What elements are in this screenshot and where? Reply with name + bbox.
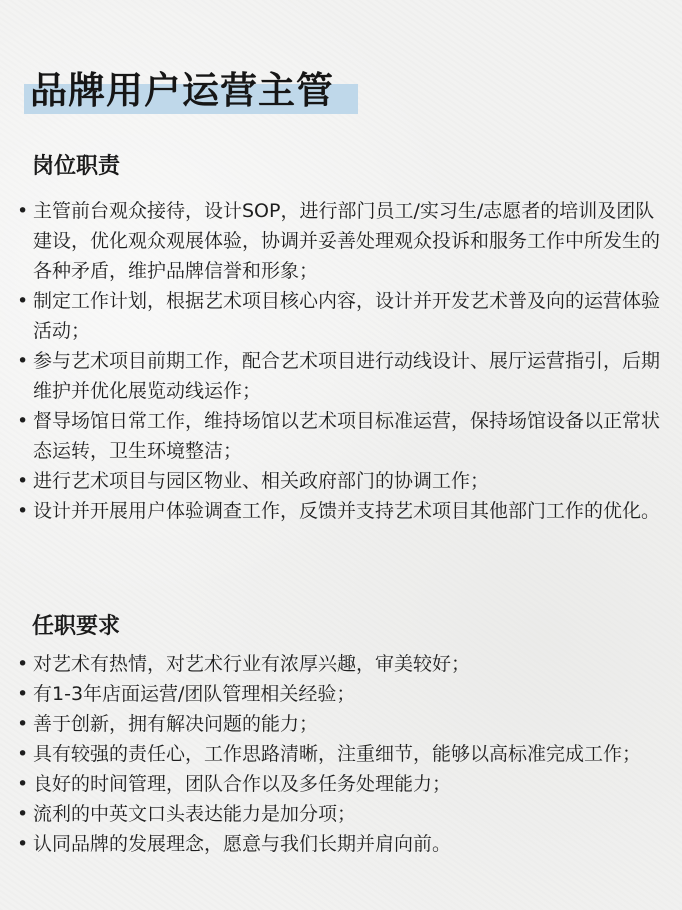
list-item-text: 主管前台观众接待，设计SOP，进行部门员工/实习生/志愿者的培训及团队建设，优化观众观展体验，协调并妥善处理观众投诉和服务工作中所发生的各种矛盾，维护品牌信誉和形象； — [33, 200, 661, 282]
bullet-icon: • — [17, 803, 29, 825]
list-item-text: 进行艺术项目与园区物业、相关政府部门的协调工作； — [33, 470, 490, 492]
list-item-text: 设计并开展用户体验调查工作，反馈并支持艺术项目其他部门工作的优化。 — [33, 500, 661, 522]
bullet-icon: • — [17, 713, 29, 735]
list-item — [17, 649, 669, 679]
bullet-icon: • — [17, 743, 29, 765]
list-item-text: 具有较强的责任心，工作思路清晰，注重细节，能够以高标准完成工作； — [33, 743, 642, 765]
bullet-icon: • — [17, 470, 29, 492]
list-item-text: 认同品牌的发展理念，愿意与我们长期并肩向前。 — [33, 833, 452, 855]
list-item-text: 参与艺术项目前期工作，配合艺术项目进行动线设计、展厅运营指引，后期维护并优化展览动线运作； — [33, 350, 661, 402]
bullet-icon: • — [17, 500, 29, 522]
list-item-text: 有1-3年店面运营/团队管理相关经验； — [33, 683, 356, 705]
requirements-list — [17, 649, 669, 859]
bullet-icon: • — [17, 410, 29, 432]
bullet-icon: • — [17, 773, 29, 795]
list-item — [17, 679, 669, 709]
list-item-text: 制定工作计划，根据艺术项目核心内容，设计并开发艺术普及向的运营体验活动； — [33, 290, 661, 342]
list-item-text: 良好的时间管理，团队合作以及多任务处理能力； — [33, 773, 452, 795]
title-block — [30, 64, 334, 118]
list-item — [17, 496, 669, 526]
list-item — [17, 466, 669, 496]
list-item — [17, 406, 669, 466]
list-item — [17, 739, 669, 769]
list-item — [17, 829, 669, 859]
list-item — [17, 769, 669, 799]
list-item — [17, 346, 669, 406]
section-heading-responsibilities: 岗位职责 — [32, 154, 121, 179]
list-item — [17, 799, 669, 829]
bullet-icon: • — [17, 833, 29, 855]
bullet-icon: • — [17, 683, 29, 705]
responsibilities-list — [17, 196, 669, 526]
section-heading-requirements: 任职要求 — [32, 614, 121, 639]
list-item — [17, 709, 669, 739]
page-title: 品牌用户运营主管 — [30, 69, 334, 112]
list-item — [17, 196, 669, 286]
bullet-icon: • — [17, 350, 29, 372]
bullet-icon: • — [17, 653, 29, 675]
list-item-text: 对艺术有热情，对艺术行业有浓厚兴趣，审美较好； — [33, 653, 471, 675]
list-item-text: 督导场馆日常工作，维持场馆以艺术项目标准运营，保持场馆设备以正常状态运转，卫生环境整洁； — [33, 410, 661, 462]
list-item-text: 流利的中英文口头表达能力是加分项； — [33, 803, 357, 825]
list-item-text: 善于创新，拥有解决问题的能力； — [33, 713, 319, 735]
bullet-icon: • — [17, 200, 29, 222]
list-item — [17, 286, 669, 346]
bullet-icon: • — [17, 290, 29, 312]
